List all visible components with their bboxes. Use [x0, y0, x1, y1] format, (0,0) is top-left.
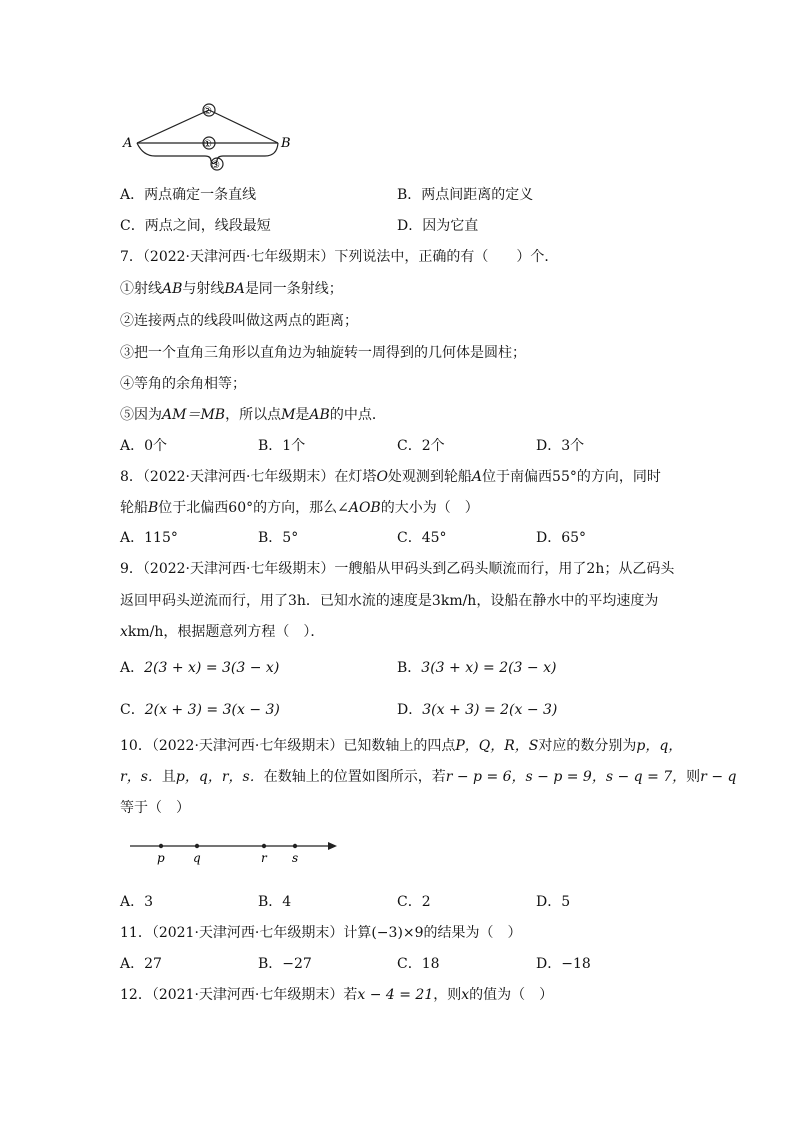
figure-q6-path3: ③ — [211, 160, 220, 171]
q12-stem: 12．（2021·天津河西·七年级期末）若x − 4 = 21，则x的值为（ ） — [120, 987, 554, 1003]
q6-option-b: B．两点间距离的定义 — [397, 187, 534, 203]
label-r: r — [261, 851, 267, 865]
q9-option-a: A．2(3 + x) = 3(3 − x) — [120, 660, 280, 676]
q8-stem-line1: 8．（2022·天津河西·七年级期末）在灯塔O处观测到轮船A位于南偏西55°的方向，同时 — [120, 469, 661, 485]
q9-option-b: B．3(3 + x) = 2(3 − x) — [397, 660, 557, 676]
q7-option-b: B．1个 — [258, 438, 306, 454]
point-p — [159, 844, 163, 848]
q7-statement-3: ③把一个直角三角形以直角边为轴旋转一周得到的几何体是圆柱； — [120, 345, 526, 361]
figure-q6-path1: ① — [203, 139, 212, 150]
q7-option-c: C．2个 — [397, 438, 445, 454]
q6-option-d: D．因为它直 — [397, 218, 479, 234]
q10-option-a: A．3 — [120, 894, 154, 910]
q9-stem-line1: 9．（2022·天津河西·七年级期末）一艘船从甲码头到乙码头顺流而行，用了2h；从乙码头 — [120, 561, 675, 577]
q7-statement-4: ④等角的余角相等； — [120, 376, 246, 392]
q8-option-d: D．65° — [536, 530, 587, 546]
q10-option-b: B．4 — [258, 894, 292, 910]
q8-option-b: B．5° — [258, 530, 299, 546]
q10-option-c: C．2 — [397, 894, 431, 910]
q7-statement-5: ⑤因为AM＝MB，所以点M是AB的中点． — [120, 407, 386, 423]
figure-q6-path2: ② — [203, 106, 212, 117]
q9-stem-line2: 返回甲码头逆流而行，用了3h．已知水流的速度是3km/h，设船在静水中的平均速度为 — [120, 593, 659, 609]
q11-stem: 11．（2021·天津河西·七年级期末）计算(−3)×9的结果为（ ） — [120, 925, 522, 941]
q10-stem-line3: 等于（ ） — [120, 800, 190, 816]
q11-option-b: B．−27 — [258, 956, 312, 972]
figure-q6-label-b: B — [281, 136, 291, 151]
q9-stem-line3: xkm/h，根据题意列方程（ ）． — [120, 624, 325, 640]
q6-option-a: A．两点确定一条直线 — [120, 187, 257, 203]
label-p: p — [157, 851, 165, 865]
point-s — [293, 844, 297, 848]
q9-option-d: D．3(x + 3) = 2(x − 3) — [397, 702, 558, 718]
q8-option-c: C．45° — [397, 530, 447, 546]
q8-option-a: A．115° — [120, 530, 178, 546]
q11-option-c: C．18 — [397, 956, 440, 972]
q8-stem-line2: 轮船B位于北偏西60°的方向，那么∠AOB的大小为（ ） — [120, 500, 479, 516]
q11-option-a: A．27 — [120, 956, 162, 972]
q9-option-c: C．2(x + 3) = 3(x − 3) — [120, 702, 280, 718]
q10-stem-line2: r，s．且p，q，r，s．在数轴上的位置如图所示，若r − p = 6，s − p = 9，s − q = 7，则r − q — [120, 769, 737, 785]
q7-option-d: D．3个 — [536, 438, 585, 454]
q10-stem-line1: 10．（2022·天津河西·七年级期末）已知数轴上的四点P，Q，R，S对应的数分别为p，q， — [120, 738, 683, 754]
q7-stem: 7．（2022·天津河西·七年级期末）下列说法中，正确的有（ ）个． — [120, 249, 559, 265]
q7-option-a: A．0个 — [120, 438, 168, 454]
q6-option-c: C．两点之间，线段最短 — [120, 218, 271, 234]
figure-q10-number-line — [125, 834, 345, 866]
point-q — [195, 844, 199, 848]
q7-statement-1: ①射线AB与射线BA是同一条射线； — [120, 281, 343, 297]
q10-option-d: D．5 — [536, 894, 571, 910]
label-q: q — [193, 851, 201, 865]
q7-statement-2: ②连接两点的线段叫做这两点的距离； — [120, 313, 358, 329]
figure-q6-paths — [115, 100, 305, 175]
q11-option-d: D．−18 — [536, 956, 591, 972]
label-s: s — [292, 851, 299, 865]
point-r — [262, 844, 266, 848]
figure-q6-label-a: A — [123, 136, 133, 151]
